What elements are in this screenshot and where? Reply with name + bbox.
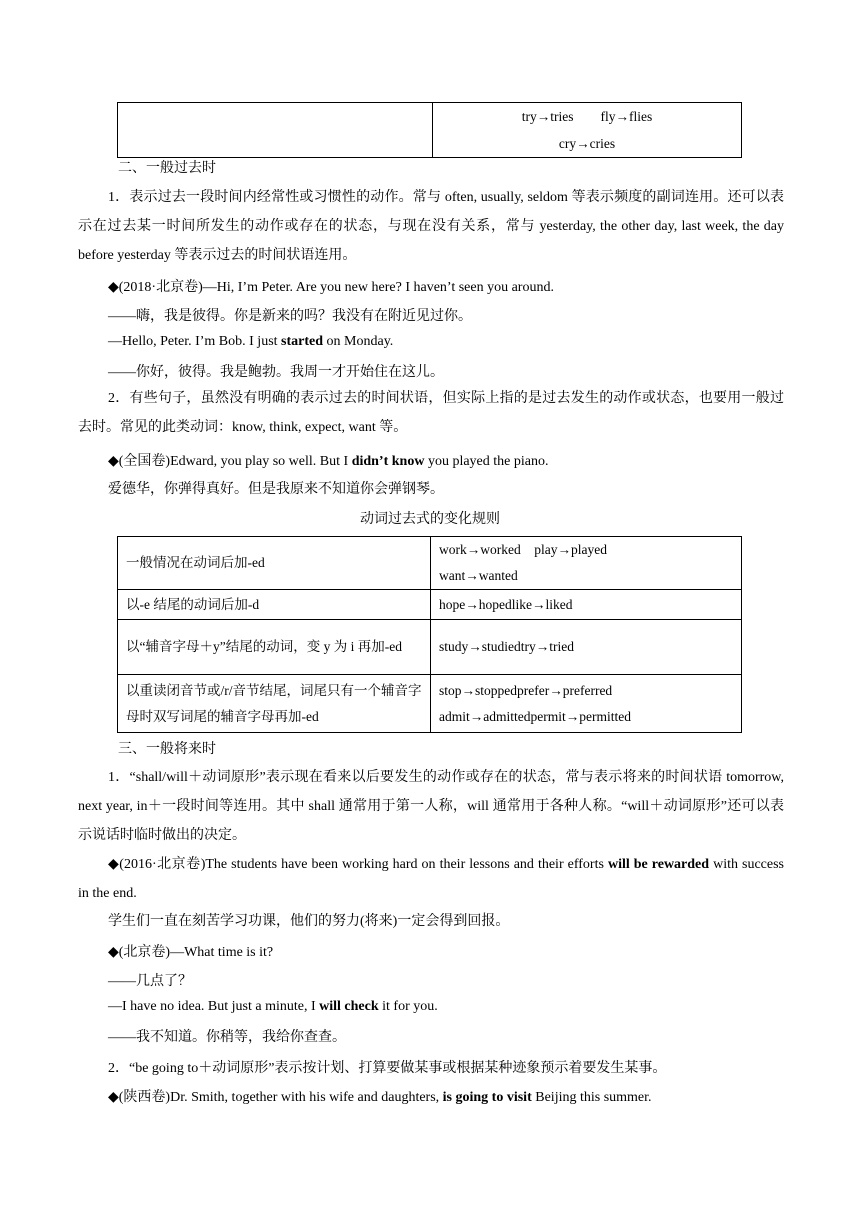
example-line: stop→stoppedprefer→preferred [439, 682, 613, 698]
example-translation: ——几点了？ [108, 974, 192, 989]
section-heading-past-tense: 二、一般过去时 [118, 161, 216, 176]
verb-change-table-fragment [117, 102, 742, 158]
example-line [78, 850, 784, 908]
table-cell-empty [118, 103, 433, 158]
example-line [108, 334, 782, 350]
example-text: on Monday. [323, 334, 394, 349]
example-line [108, 999, 782, 1015]
table-row [118, 590, 742, 620]
example-highlight: is going to visit [442, 1090, 532, 1105]
example-line: work→worked play→played [439, 542, 607, 557]
example-text: Beijing this summer. [531, 1090, 652, 1105]
example-source: ◆(陕西卷) [108, 1090, 171, 1105]
example-line [108, 941, 782, 961]
paragraph-past-2: 2．有些句子，虽然没有明确的表示过去的时间状语，但实际上指的是过去发生的动作或状态，也要用一般过去时。常见的此类动词：know, think, expect, want 等。 [78, 391, 784, 435]
example-line: admit→admittedpermit→permitted [439, 708, 631, 724]
example-line: cry→cries [558, 136, 616, 151]
example-cell: hope→hopedlike→liked [431, 590, 742, 620]
example-source: ◆(2018·北京卷) [108, 280, 203, 295]
example-cell [431, 675, 742, 733]
example-source: ◆(2016·北京卷) [108, 857, 206, 872]
example-text: Dr. Smith, together with his wife and daughters, [170, 1090, 443, 1105]
example-text: —I have no idea. But just a minute, I [108, 999, 320, 1014]
example-text: with success in the end. [78, 857, 784, 901]
table-row [118, 675, 742, 733]
rule-cell: 以“辅音字母＋y”结尾的动词，变 y 为 i 再加-ed [118, 620, 431, 675]
table-row [118, 537, 742, 590]
example-translation: ——嗨，我是彼得。你是新来的吗？我没有在附近见过你。 [108, 309, 472, 324]
example-highlight: will check [319, 999, 379, 1014]
section-heading-future-tense: 三、一般将来时 [118, 742, 216, 757]
example-source: ◆(全国卷) [108, 454, 171, 469]
example-translation: 爱德华，你弹得真好。但是我原来不知道你会弹钢琴。 [108, 482, 444, 497]
example-line [108, 1086, 782, 1106]
example-highlight: didn’t know [351, 454, 425, 469]
example-source: ◆(北京卷) [108, 945, 171, 960]
table-row [118, 103, 742, 158]
table-cell-examples [433, 103, 742, 158]
example-cell [431, 537, 742, 590]
example-highlight: will be rewarded [607, 857, 710, 872]
rule-cell: 一般情况在动词后加-ed [118, 537, 431, 590]
example-text: you played the piano. [424, 454, 549, 469]
example-translation: 学生们一直在刻苦学习功课，他们的努力(将来)一定会得到回报。 [108, 914, 510, 929]
rule-cell: 以重读闭音节或/r/音节结尾，词尾只有一个辅音字母时双写词尾的辅音字母再加-ed [118, 675, 431, 733]
example-line: try→tries fly→flies [521, 109, 653, 124]
table-row [118, 620, 742, 675]
paragraph-future-1: 1．“shall/will＋动词原形”表示现在看来以后要发生的动作或存在的状态，常与表示将来的时间状语 tomorrow, next year, in＋一段时间等连用。其中 shall 通常用于第一人称，will 通常用于各种人称。“will＋动词原形”还可以表示说话时临时做出的决定。 [78, 770, 784, 843]
example-line [108, 276, 782, 296]
example-text: —Hello, Peter. I’m Bob. I just [108, 334, 282, 349]
past-tense-rules-table [117, 536, 742, 733]
example-line [108, 450, 782, 470]
example-text: Edward, you play so well. But I [170, 454, 352, 469]
paragraph-future-2: 2．“be going to＋动词原形”表示按计划、打算要做某事或根据某种迹象预示着要发生某事。 [108, 1061, 667, 1076]
paragraph-past-1: 1．表示过去一段时间内经常性或习惯性的动作。常与 often, usually, seldom 等表示频度的副词连用。还可以表示在过去某一时间所发生的动作或存在的状态，与现在没有关系，常与 yesterday, the other day, last week, the day before yesterday 等表示过去的时间状语连用。 [78, 190, 784, 263]
example-text: —What time is it? [170, 945, 274, 960]
rule-cell: 以-e 结尾的动词后加-d [118, 590, 431, 620]
example-text: —Hi, I’m Peter. Are you new here? I haven’t seen you around. [202, 280, 554, 295]
example-translation: ——我不知道。你稍等，我给你查查。 [108, 1030, 346, 1045]
example-text: The students have been working hard on their lessons and their efforts [205, 857, 608, 872]
example-translation: ——你好，彼得。我是鲍勃。我周一才开始住在这儿。 [108, 365, 444, 380]
example-text: it for you. [378, 999, 438, 1014]
example-cell: study→studiedtry→tried [431, 620, 742, 675]
table-caption: 动词过去式的变化规则 [360, 512, 500, 527]
example-highlight: started [281, 334, 324, 349]
example-line: want→wanted [439, 568, 518, 583]
